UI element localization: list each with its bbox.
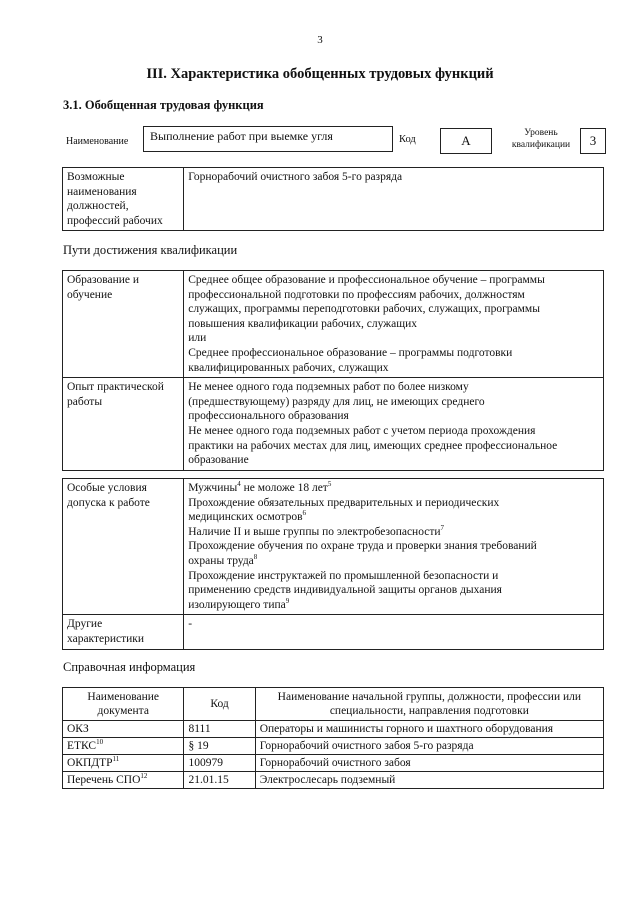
ref-header-name: Наименование начальной группы, должности, профессии или специальности, направления подготовки xyxy=(255,688,603,721)
table-row: ОКПДТР$^{11}$ 100979 Горнорабочий очистного забоя xyxy=(63,755,604,772)
admission-value: Мужчины$^4$ не моложе 18 лет$^5$ Прохождение обязательных предварительных и периодических медицинских осмотров$^6$ Наличие II и выше группы по электробезопасности$^7$ Прохождение обучения по охране труда и проверки знания требований охраны труда$^8$ Прохождение инструктажей по промышленной безопасности и применению средств индивидуальной защиты органов дыхания изолирующего типа$^9$ xyxy=(184,479,604,615)
paths-table xyxy=(62,270,604,471)
ref-header-doc: Наименование документа xyxy=(63,688,184,721)
name-label: Наименование xyxy=(66,136,129,147)
admission-label: Особые условия допуска к работе xyxy=(63,479,184,615)
positions-table xyxy=(62,167,604,231)
experience-value: Не менее одного года подземных работ по более низкому (предшествующему) разряду для лиц, не имеющих среднего профессионального образования Не менее одного года подземных работ с учетом периода прохождения практики на рабочих местах для лиц, имеющих среднее профессиональное образование xyxy=(184,378,604,471)
conditions-table xyxy=(62,478,604,650)
qualification-level-value: 3 xyxy=(580,128,606,154)
table-row: ЕТКС$^{10}$ § 19 Горнорабочий очистного забоя 5-го разряда xyxy=(63,738,604,755)
subsection-title: 3.1. Обобщенная трудовая функция xyxy=(63,98,264,112)
reference-table xyxy=(62,687,604,789)
function-name-value: Выполнение работ при выемке угля xyxy=(143,126,393,152)
paths-heading: Пути достижения квалификации xyxy=(63,243,238,257)
table-row: ОКЗ 8111 Операторы и машинисты горного и шахтного оборудования xyxy=(63,721,604,738)
education-value: Среднее общее образование и профессиональное обучение – программы профессиональной подготовки по профессиям рабочих, должностям служащих, программы переподготовки рабочих, служащих, программы повышения квалификации рабочих, служащих или Среднее профессиональное образование – программы подготовки квалифицированных рабочих, служащих xyxy=(184,271,604,378)
level-label: Уровень квалификации xyxy=(511,128,571,150)
other-value: - xyxy=(184,615,604,649)
code-label: Код xyxy=(399,134,416,145)
function-code-value: А xyxy=(440,128,492,154)
positions-value: Горнорабочий очистного забоя 5-го разряда xyxy=(184,168,604,231)
other-label: Другие характеристики xyxy=(63,615,184,649)
education-label: Образование и обучение xyxy=(63,271,184,378)
positions-label: Возможные наименования должностей, профессий рабочих xyxy=(63,168,184,231)
table-row: Перечень СПО$^{12}$ 21.01.15 Электрослесарь подземный xyxy=(63,772,604,789)
reference-heading: Справочная информация xyxy=(63,660,196,674)
page-number: 3 xyxy=(317,34,323,46)
experience-label: Опыт практической работы xyxy=(63,378,184,471)
ref-header-code: Код xyxy=(184,688,255,721)
section-title: III. Характеристика обобщенных трудовых функций xyxy=(146,66,494,82)
